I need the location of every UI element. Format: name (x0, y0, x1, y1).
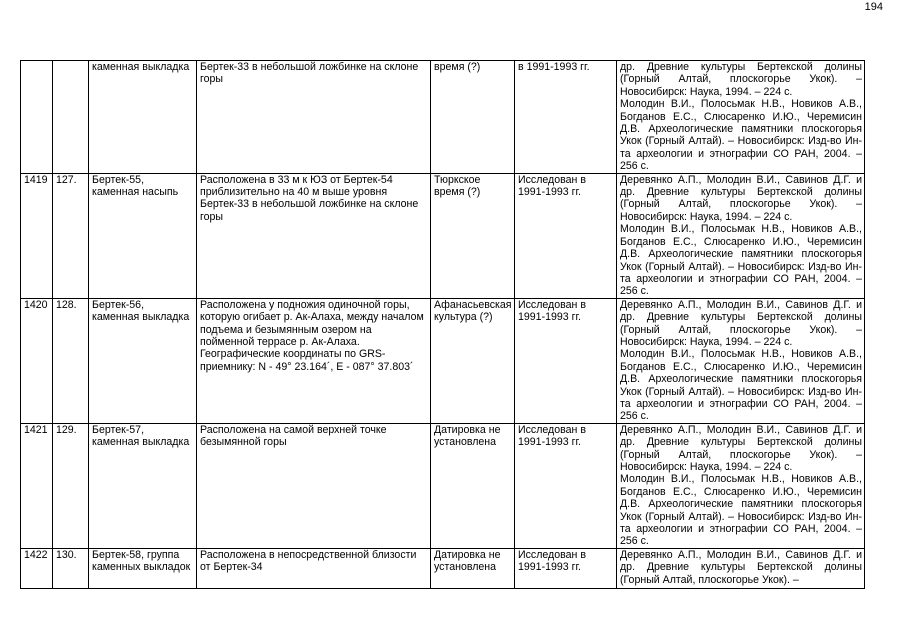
table-row (21, 548, 865, 588)
dating-cell: Тюркское время (?) (431, 173, 515, 298)
table-body (21, 61, 865, 589)
literature-reference: Молодин В.И., Полосьмак Н.В., Новиков А.В., Богданов Е.С., Слюсаренко И.Ю., Черемисин Д.В. Археологические памятники плоскогорья Укок (Горный Алтай). – Новосибирск: Изд-во Ин-та археологии и этнографии СО РАН, 2004. – 256 с. (620, 348, 862, 423)
monument-name-cell: каменная выкладка (89, 61, 197, 174)
location-cell: Бертек-33 в небольшой ложбинке на склоне горы (197, 61, 431, 174)
literature-reference: Деревянко А.П., Молодин В.И., Савинов Д.Г. и др. Древние культуры Бертекской долины (Горный Алтай, плоскогорье Укок). – Новосибирск: Наука, 1994. – 224 с. (620, 423, 862, 473)
page-number: 194 (864, 1, 883, 13)
location-cell: Расположена на самой верхней точке безымянной горы (197, 423, 431, 548)
literature-cell (617, 61, 865, 174)
item-number-cell: 130. (53, 548, 89, 588)
item-number-cell: 128. (53, 298, 89, 423)
literature-cell (617, 548, 865, 588)
dating-cell: Датировка не установлена (431, 548, 515, 588)
monument-name-cell: Бертек-55, каменная насыпь (89, 173, 197, 298)
dating-cell: время (?) (431, 61, 515, 174)
item-number-cell: 127. (53, 173, 89, 298)
dating-cell: Афанасьевская культура (?) (431, 298, 515, 423)
study-status-cell: Исследован в 1991-1993 гг. (515, 173, 617, 298)
study-status-cell: в 1991-1993 гг. (515, 61, 617, 174)
table-row (21, 173, 865, 298)
location-cell: Расположена в 33 м к ЮЗ от Бертек-54 приблизительно на 40 м выше уровня Бертек-33 в небольшой ложбинке на склоне горы (197, 173, 431, 298)
location-cell: Расположена у подножия одиночной горы, которую огибает р. Ак-Алаха, между началом подъема и безымянным озером на пойменной террасе р. Ак-Алаха. Географические координаты по GRS-приемнику: N - 49° 23.164´, E - 087° 37.803´ (197, 298, 431, 423)
literature-cell (617, 298, 865, 423)
monument-registry-table (20, 60, 865, 589)
item-number-cell (53, 61, 89, 174)
literature-reference: Молодин В.И., Полосьмак Н.В., Новиков А.В., Богданов Е.С., Слюсаренко И.Ю., Черемисин Д.В. Археологические памятники плоскогорья Укок (Горный Алтай). – Новосибирск: Изд-во Ин-та археологии и этнографии СО РАН, 2004. – 256 с. (620, 98, 862, 173)
monument-name-cell: Бертек-58, группа каменных выкладок (89, 548, 197, 588)
registry-number-cell: 1419 (21, 173, 53, 298)
table-row (21, 61, 865, 174)
location-cell: Расположена в непосредственной близости от Бертек-34 (197, 548, 431, 588)
monument-name-cell: Бертек-56, каменная выкладка (89, 298, 197, 423)
registry-number-cell: 1421 (21, 423, 53, 548)
dating-cell: Датировка не установлена (431, 423, 515, 548)
literature-reference: др. Древние культуры Бертекской долины (Горный Алтай, плоскогорье Укок). – Новосибирск: Наука, 1994. – 224 с. (620, 61, 862, 98)
literature-reference: Деревянко А.П., Молодин В.И., Савинов Д.Г. и др. Древние культуры Бертекской долины (Горный Алтай, плоскогорье Укок). – Новосибирск: Наука, 1994. – 224 с. (620, 173, 862, 223)
literature-reference: Молодин В.И., Полосьмак Н.В., Новиков А.В., Богданов Е.С., Слюсаренко И.Ю., Черемисин Д.В. Археологические памятники плоскогорья Укок (Горный Алтай). – Новосибирск: Изд-во Ин-та археологии и этнографии СО РАН, 2004. – 256 с. (620, 473, 862, 548)
literature-reference: Деревянко А.П., Молодин В.И., Савинов Д.Г. и др. Древние культуры Бертекской долины (Горный Алтай, плоскогорье Укок). – (620, 548, 862, 586)
table-row (21, 423, 865, 548)
literature-cell (617, 173, 865, 298)
registry-number-cell: 1420 (21, 298, 53, 423)
literature-cell (617, 423, 865, 548)
study-status-cell: Исследован в 1991-1993 гг. (515, 548, 617, 588)
literature-reference: Молодин В.И., Полосьмак Н.В., Новиков А.В., Богданов Е.С., Слюсаренко И.Ю., Черемисин Д.В. Археологические памятники плоскогорья Укок (Горный Алтай). – Новосибирск: Изд-во Ин-та археологии и этнографии СО РАН, 2004. – 256 с. (620, 223, 862, 298)
item-number-cell: 129. (53, 423, 89, 548)
table-row (21, 298, 865, 423)
study-status-cell: Исследован в 1991-1993 гг. (515, 423, 617, 548)
literature-reference: Деревянко А.П., Молодин В.И., Савинов Д.Г. и др. Древние культуры Бертекской долины (Горный Алтай, плоскогорье Укок). – Новосибирск: Наука, 1994. – 224 с. (620, 298, 862, 348)
registry-number-cell: 1422 (21, 548, 53, 588)
registry-number-cell (21, 61, 53, 174)
monument-name-cell: Бертек-57, каменная выкладка (89, 423, 197, 548)
study-status-cell: Исследован в 1991-1993 гг. (515, 298, 617, 423)
